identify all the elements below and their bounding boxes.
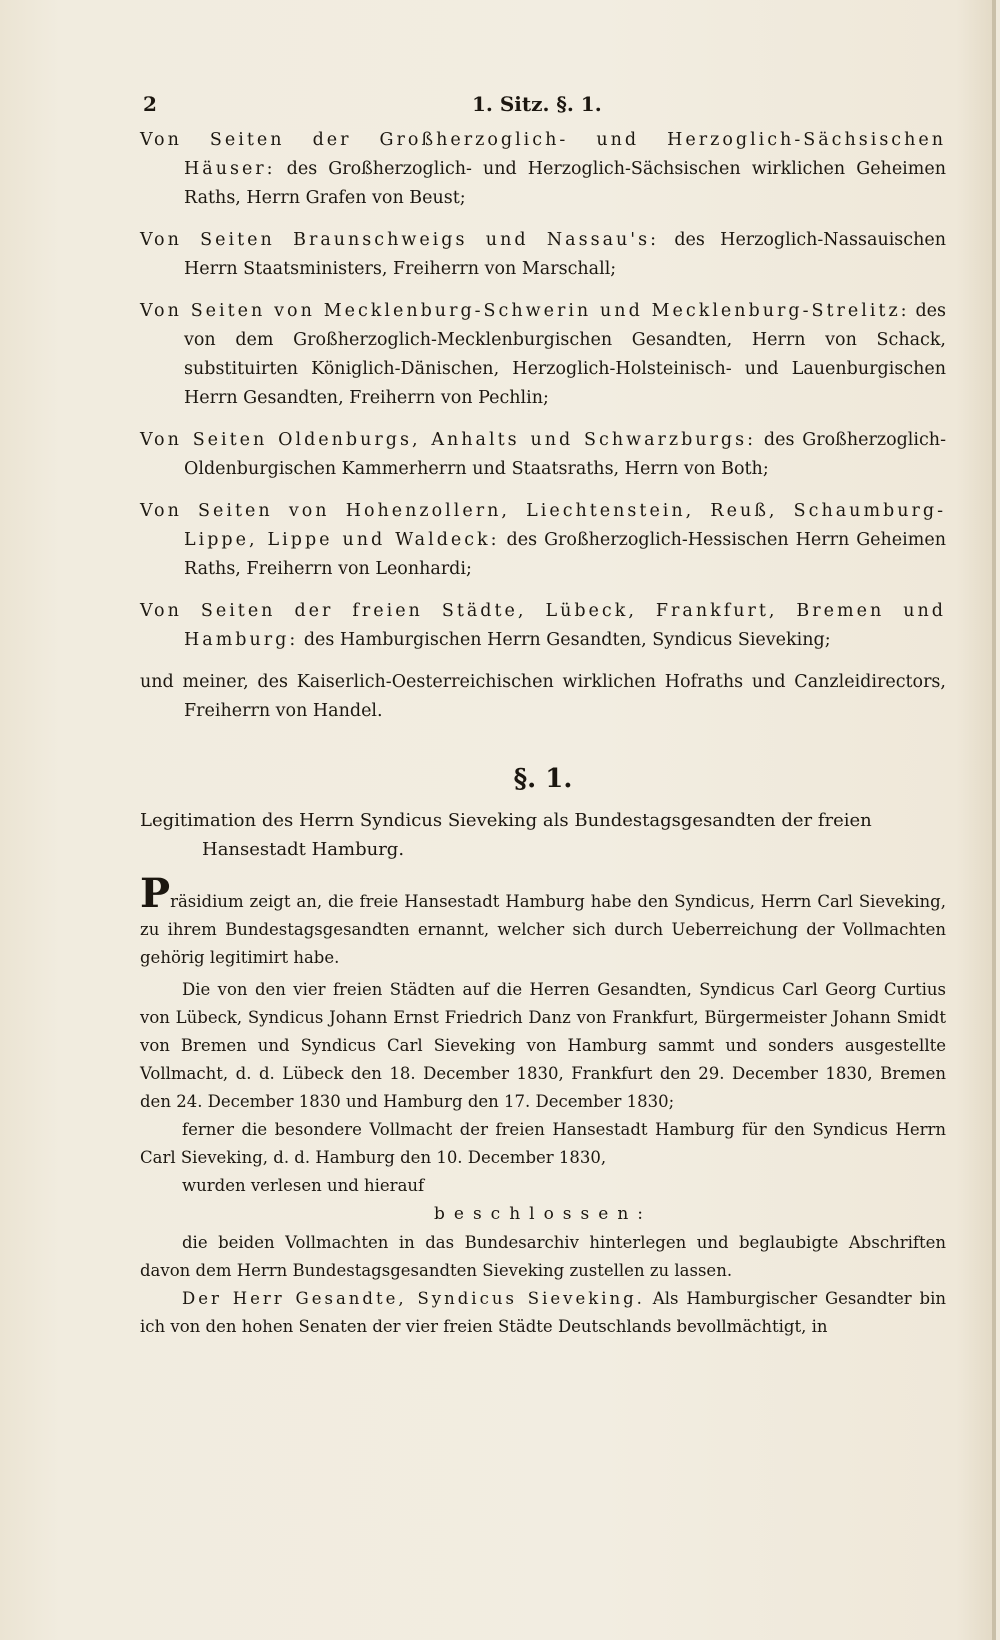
delegation-entry xyxy=(140,297,946,413)
page-number: 2 xyxy=(143,92,157,116)
delegation-lead: Von Seiten Braunschweigs und Nassau's: xyxy=(140,230,659,250)
delegation-text: des Herzoglich-Nassauischen Herrn Staatsministers, Freiherrn von Marschall; xyxy=(184,230,946,279)
delegation-lead: Von Seiten der Großherzoglich- und Herzoglich-Sächsischen Häuser: xyxy=(140,130,946,179)
page-content xyxy=(140,92,946,1341)
section-number: §. 1. xyxy=(513,764,573,794)
delegation-entry xyxy=(140,597,946,655)
delegation-text: des Großherzoglich-Hessischen Herrn Geheimen Raths, Freiherrn von Leonhardi; xyxy=(184,530,946,579)
paragraph-text: Als Hamburgischer Gesandter bin ich von den hohen Senaten der vier freien Städte Deutschlands bevollmächtigt, in xyxy=(140,1289,947,1336)
page-edge xyxy=(992,0,996,1640)
delegation-text: des Kaiserlich-Oesterreichischen wirklichen Hofraths und Canzleidirectors, Freiherrn von Handel. xyxy=(184,672,946,721)
drop-cap: P xyxy=(140,870,171,917)
running-head: 1. Sitz. §. 1. xyxy=(472,92,602,116)
delegation-lead: Von Seiten von Hohenzollern, Liechtenstein, Reuß, Schaumburg-Lippe, Lippe und Waldeck: xyxy=(140,501,946,550)
delegation-entry xyxy=(140,126,946,213)
delegation-entry xyxy=(140,426,946,484)
body-paragraph xyxy=(140,870,946,972)
delegation-entry xyxy=(140,226,946,284)
delegation-lead: Von Seiten von Mecklenburg-Schwerin und Mecklenburg-Strelitz: xyxy=(140,301,910,321)
delegation-entry xyxy=(140,497,946,584)
delegation-lead: Von Seiten der freien Städte, Lübeck, Frankfurt, Bremen und Hamburg: xyxy=(140,601,946,650)
running-header xyxy=(140,92,946,126)
delegation-lead: und meiner, xyxy=(140,672,249,692)
body-paragraph: die beiden Vollmachten in das Bundesarchiv hinterlegen und beglaubigte Abschriften davon dem Herrn Bundestagsgesandten Sieveking zustellen zu lassen. xyxy=(140,1233,946,1280)
delegation-lead: Von Seiten Oldenburgs, Anhalts und Schwarzburgs: xyxy=(140,430,757,450)
section-heading: Legitimation des Herrn Syndicus Sieveking als Bundestagsgesandten der freien Hansestadt Hamburg. xyxy=(140,810,872,860)
delegation-text: des Großherzoglich-Oldenburgischen Kammerherrn und Staatsraths, Herrn von Both; xyxy=(184,430,946,479)
delegation-text: des Hamburgischen Herrn Gesandten, Syndicus Sieveking; xyxy=(303,630,831,650)
body-paragraph xyxy=(140,1285,946,1341)
body-paragraph: ferner die besondere Vollmacht der freien Hansestadt Hamburg für den Syndicus Herrn Carl Sieveking, d. d. Hamburg den 10. December 1830, xyxy=(140,1120,946,1167)
body-paragraph: Die von den vier freien Städten auf die Herren Gesandten, Syndicus Carl Georg Curtius von Lübeck, Syndicus Johann Ernst Friedrich Danz von Frankfurt, Bürgermeister Johann Smidt von Bremen und Syndicus Carl Sieveking von Hamburg sammt und sonders ausgestellte Vollmacht, d. d. Lübeck den 18. December 1830, Frankfurt den 29. December 1830, Bremen den 24. December 1830 und Hamburg den 17. December 1830; xyxy=(140,980,946,1111)
resolution-marker: beschlossen: xyxy=(434,1204,652,1224)
paragraph-text: räsidium zeigt an, die freie Hansestadt Hamburg habe den Syndicus, Herrn Carl Sieveking, zu ihrem Bundestagsgesandten ernannt, welcher sich durch Ueberreichung der Vollmachten gehörig legitimirt habe. xyxy=(140,892,946,967)
body-paragraph: wurden verlesen und hierauf xyxy=(182,1176,425,1195)
delegation-entry xyxy=(140,668,946,726)
speaker-lead: Der Herr Gesandte, Syndicus Sieveking. xyxy=(182,1289,645,1308)
delegation-text: des von dem Großherzoglich-Mecklenburgischen Gesandten, Herrn von Schack, substituirten Königlich-Dänischen, Herzoglich-Holsteinisch- und Lauenburgischen Herrn Gesandten, Freiherrn von Pechlin; xyxy=(184,301,946,408)
delegation-text: des Großherzoglich- und Herzoglich-Sächsischen wirklichen Geheimen Raths, Herrn Grafen von Beust; xyxy=(184,159,946,208)
